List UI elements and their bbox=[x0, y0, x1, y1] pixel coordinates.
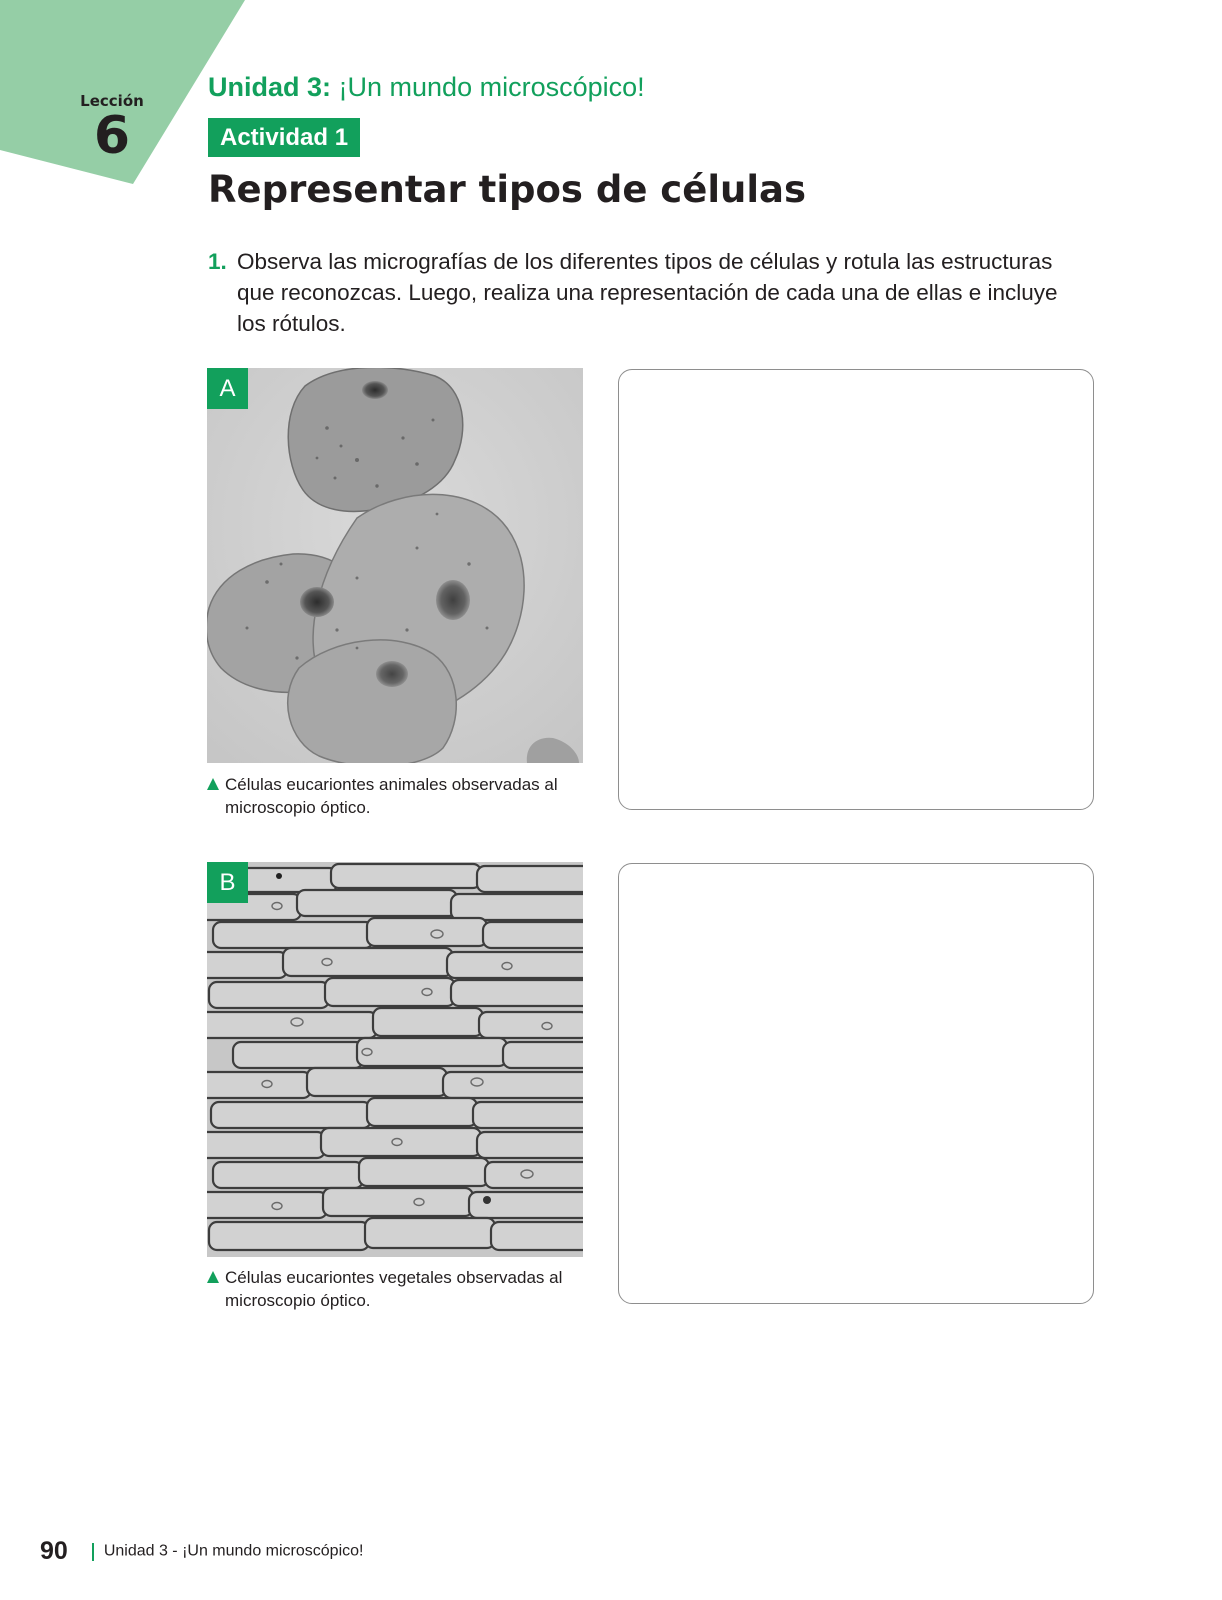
activity-badge: Actividad 1 bbox=[208, 118, 360, 157]
micrograph-plant-cells bbox=[207, 862, 583, 1257]
animal-cells-image bbox=[207, 368, 583, 763]
unit-label: Unidad 3: bbox=[208, 72, 332, 102]
footer-text: Unidad 3 - ¡Un mundo microscópico! bbox=[103, 1542, 364, 1560]
figure-a-letter: A bbox=[207, 368, 248, 409]
figure-a-caption bbox=[207, 773, 583, 819]
figure-a-caption-text: Células eucariontes animales observadas al microscopio óptico. bbox=[225, 775, 558, 817]
micrograph-animal-cells bbox=[207, 368, 583, 763]
unit-title bbox=[208, 72, 645, 103]
figure-b-letter: B bbox=[207, 862, 248, 903]
drawing-box-a[interactable] bbox=[618, 369, 1094, 810]
caption-triangle-icon bbox=[207, 778, 219, 790]
unit-name: ¡Un mundo microscópico! bbox=[338, 72, 645, 102]
lesson-number: 6 bbox=[93, 106, 131, 166]
question-text: Observa las micrografías de los diferentes tipos de células y rotula las estructuras que reconozcas. Luego, realiza una representación de cada una de ellas e incluye los rótulos. bbox=[237, 249, 1058, 336]
page-footer bbox=[40, 1537, 363, 1566]
drawing-box-b[interactable] bbox=[618, 863, 1094, 1304]
lesson-label: Lección bbox=[80, 92, 144, 110]
page-title: Representar tipos de células bbox=[208, 168, 807, 211]
page-number: 90 bbox=[40, 1537, 68, 1565]
plant-cells-image bbox=[207, 862, 583, 1257]
footer-separator bbox=[92, 1543, 94, 1561]
question-1 bbox=[208, 246, 1088, 339]
caption-triangle-icon bbox=[207, 1271, 219, 1283]
question-number: 1. bbox=[208, 249, 227, 274]
figure-b-caption-text: Células eucariontes vegetales observadas al microscopio óptico. bbox=[225, 1268, 563, 1310]
figure-b-caption bbox=[207, 1266, 583, 1312]
